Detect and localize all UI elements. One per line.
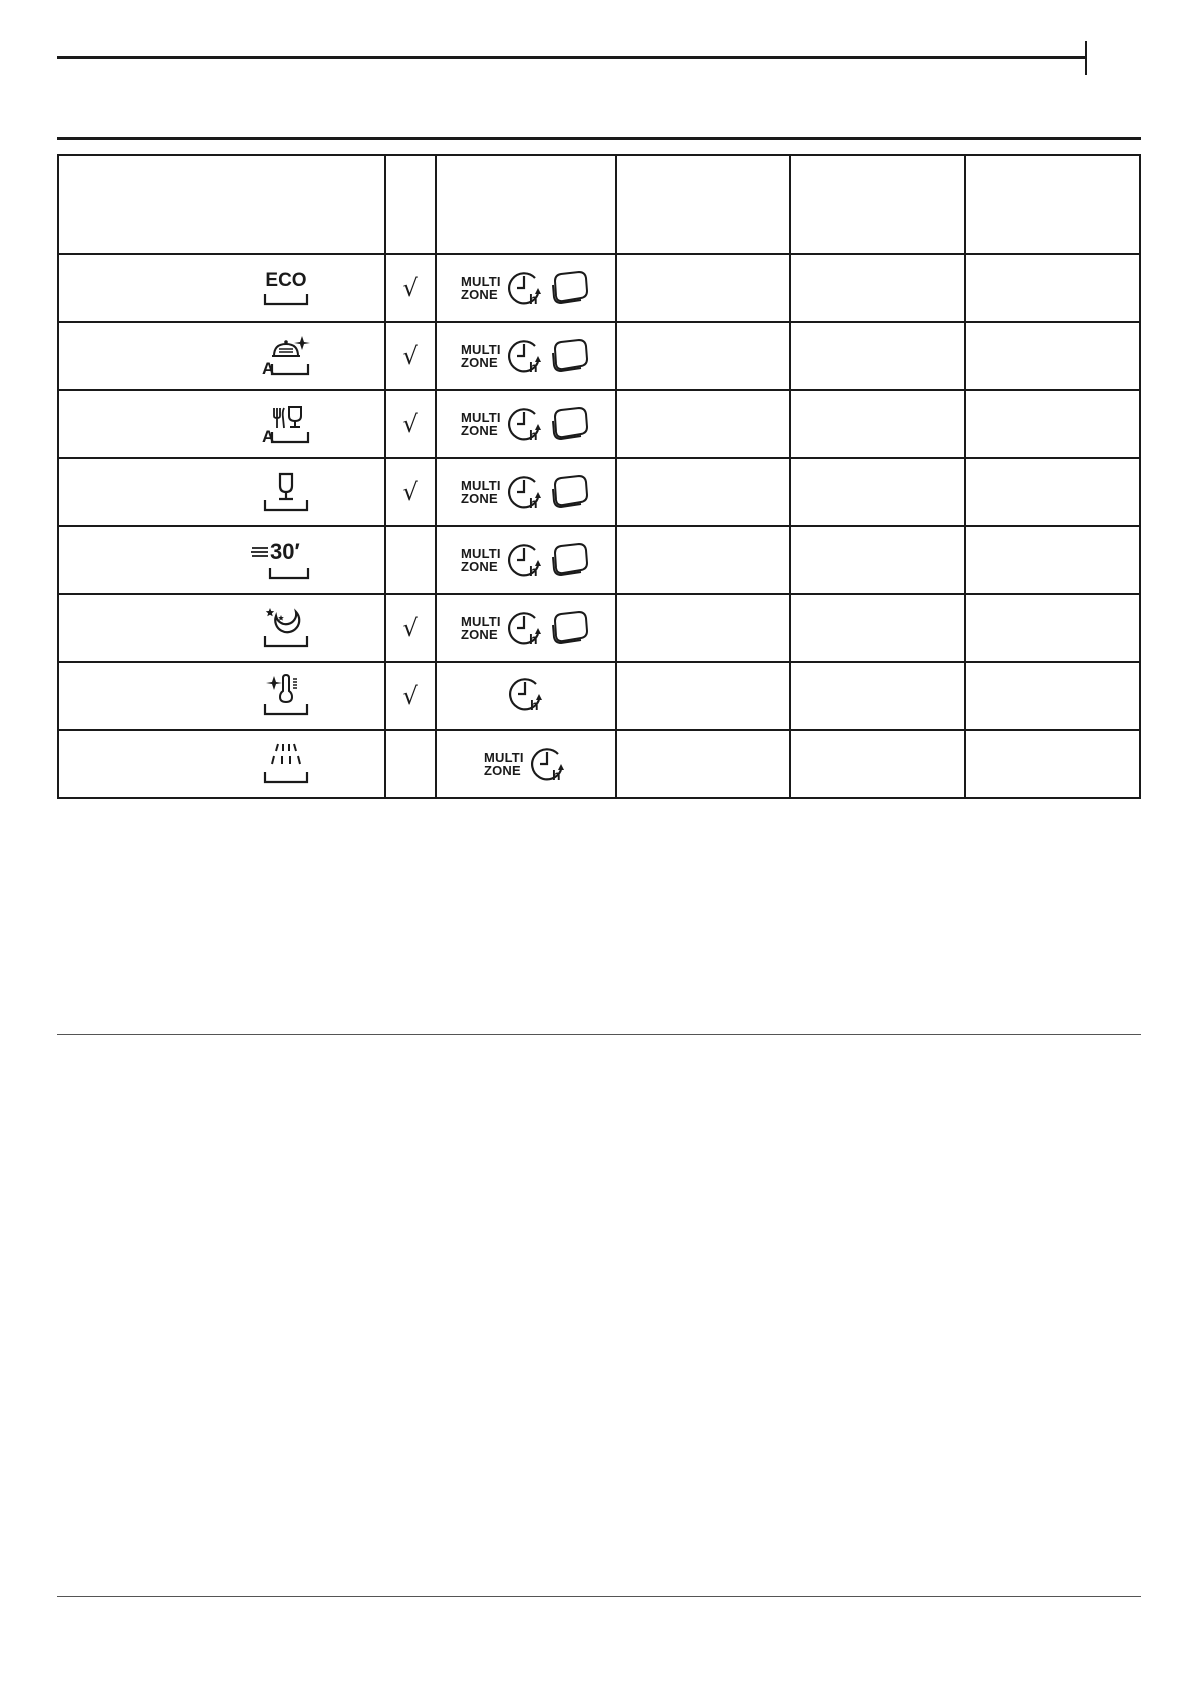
data-cell: [965, 730, 1140, 798]
program-cell: [58, 730, 385, 798]
delay-start-icon: [505, 404, 545, 444]
check-cell: [385, 730, 436, 798]
options-cell: [436, 594, 616, 662]
data-cell: [616, 254, 790, 322]
prewash-program-icon: [262, 742, 310, 786]
data-cell: [965, 458, 1140, 526]
data-cell: [790, 594, 964, 662]
svg-text:h: h: [528, 631, 538, 647]
data-cell: [616, 390, 790, 458]
data-cell: [616, 526, 790, 594]
hygiene-program-icon: [262, 674, 310, 718]
table-row: [58, 322, 1140, 390]
tablet-icon: [549, 473, 591, 511]
data-cell: [616, 458, 790, 526]
svg-text:h: h: [551, 767, 561, 783]
tablet-icon: [549, 405, 591, 443]
delay-start-icon: [505, 540, 545, 580]
program-cell: [58, 390, 385, 458]
footer-rule: [57, 1596, 1141, 1597]
program-cell: [58, 662, 385, 730]
top-rule-tick: [1085, 41, 1087, 75]
data-cell: [790, 662, 964, 730]
data-cell: [616, 662, 790, 730]
data-cell: [790, 322, 964, 390]
options-cell: [436, 730, 616, 798]
header-cell-6: [965, 155, 1140, 254]
delay-start-icon: [528, 744, 568, 784]
data-cell: [965, 526, 1140, 594]
program-cell: [58, 322, 385, 390]
options-cell: [436, 458, 616, 526]
multizone-label: MULTI ZONE: [460, 274, 501, 302]
multizone-label: MULTI ZONE: [460, 478, 501, 506]
table-row: [58, 526, 1140, 594]
data-cell: [965, 254, 1140, 322]
data-cell: [616, 322, 790, 390]
svg-text:h: h: [528, 359, 538, 375]
header-cell-check: [385, 155, 436, 254]
delay-start-icon: [505, 608, 545, 648]
eco-program-icon: [262, 266, 310, 310]
svg-text:h: h: [528, 291, 538, 307]
check-cell: √: [385, 254, 436, 322]
data-cell: [790, 390, 964, 458]
data-cell: [616, 594, 790, 662]
check-cell: √: [385, 322, 436, 390]
table-row: [58, 662, 1140, 730]
delay-start-icon: [505, 472, 545, 512]
quick-30-program-icon: [250, 538, 312, 582]
options-cell: [436, 322, 616, 390]
multizone-label: MULTI ZONE: [483, 750, 524, 778]
data-cell: [790, 526, 964, 594]
svg-text:h: h: [528, 427, 538, 443]
options-cell: [436, 662, 616, 730]
top-rule: [57, 56, 1087, 59]
table-row: [58, 390, 1140, 458]
program-cell: [58, 594, 385, 662]
multizone-label: MULTI ZONE: [460, 410, 501, 438]
tablet-icon: [549, 269, 591, 307]
check-cell: √: [385, 594, 436, 662]
svg-text:h: h: [528, 495, 538, 511]
check-cell: √: [385, 458, 436, 526]
options-cell: [436, 254, 616, 322]
eco-text: ECO: [265, 270, 307, 291]
header-cell-options: [436, 155, 616, 254]
svg-text:A: A: [262, 359, 275, 378]
header-cell-4: [616, 155, 790, 254]
divider-rule: [57, 1034, 1141, 1035]
delay-start-icon: [505, 268, 545, 308]
program-cell: [58, 526, 385, 594]
glass-program-icon: [262, 470, 310, 514]
check-cell: √: [385, 390, 436, 458]
auto-intensive-program-icon: [262, 334, 310, 378]
table-row: [58, 594, 1140, 662]
data-cell: [616, 730, 790, 798]
table-row: [58, 730, 1140, 798]
data-cell: [790, 458, 964, 526]
header-cell-5: [790, 155, 964, 254]
program-cell: [58, 458, 385, 526]
program-cell: [58, 254, 385, 322]
svg-text:h: h: [528, 563, 538, 579]
delay-start-icon: [506, 674, 546, 714]
header-cell-program: [58, 155, 385, 254]
table-header-row: [58, 155, 1140, 254]
auto-normal-program-icon: [262, 402, 310, 446]
options-cell: [436, 390, 616, 458]
multizone-label: MULTI ZONE: [460, 546, 501, 574]
data-cell: [965, 662, 1140, 730]
data-cell: [965, 322, 1140, 390]
data-cell: [965, 390, 1140, 458]
tablet-icon: [549, 609, 591, 647]
svg-text:30′: 30′: [270, 539, 300, 564]
table-row: [58, 458, 1140, 526]
multizone-label: MULTI ZONE: [460, 342, 501, 370]
table-row: [58, 254, 1140, 322]
night-program-icon: [262, 606, 310, 650]
options-cell: [436, 526, 616, 594]
check-cell: [385, 526, 436, 594]
section-rule: [57, 137, 1141, 140]
delay-start-icon: [505, 336, 545, 376]
svg-text:h: h: [529, 697, 539, 713]
check-cell: √: [385, 662, 436, 730]
data-cell: [965, 594, 1140, 662]
program-table: [57, 154, 1141, 799]
svg-text:A: A: [262, 427, 275, 446]
data-cell: [790, 730, 964, 798]
tablet-icon: [549, 337, 591, 375]
multizone-label: MULTI ZONE: [460, 614, 501, 642]
tablet-icon: [549, 541, 591, 579]
data-cell: [790, 254, 964, 322]
